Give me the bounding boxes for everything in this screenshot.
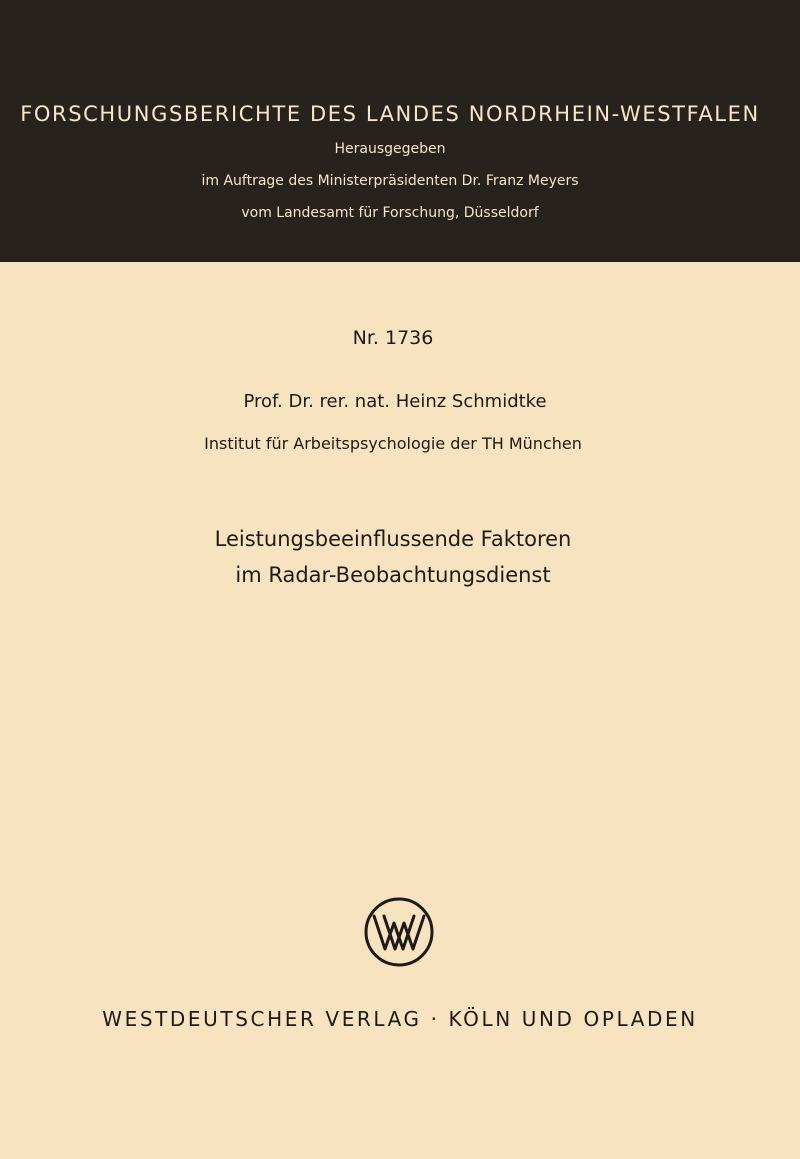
publisher-note-line-1: Herausgegeben: [334, 141, 446, 157]
institute-name: Institut für Arbeitspsychologie der TH München: [204, 434, 582, 453]
report-number: Nr. 1736: [352, 327, 434, 349]
header-band: [0, 0, 800, 262]
author-name: Prof. Dr. rer. nat. Heinz Schmidtke: [243, 391, 547, 412]
publisher-note-line-3: vom Landesamt für Forschung, Düsseldorf: [241, 205, 539, 221]
publisher-imprint: WESTDEUTSCHER VERLAG · KÖLN UND OPLADEN: [102, 1007, 698, 1031]
publisher-ww-logo-icon: [363, 896, 435, 968]
publisher-note-line-2: im Auftrage des Ministerpräsidenten Dr. Franz Meyers: [201, 173, 579, 189]
book-title-line-1: Leistungsbeeinflussende Faktoren: [214, 527, 572, 551]
book-title-line-2: im Radar-Beobachtungsdienst: [235, 563, 551, 587]
series-title: FORSCHUNGSBERICHTE DES LANDES NORDRHEIN-WESTFALEN: [20, 102, 760, 126]
